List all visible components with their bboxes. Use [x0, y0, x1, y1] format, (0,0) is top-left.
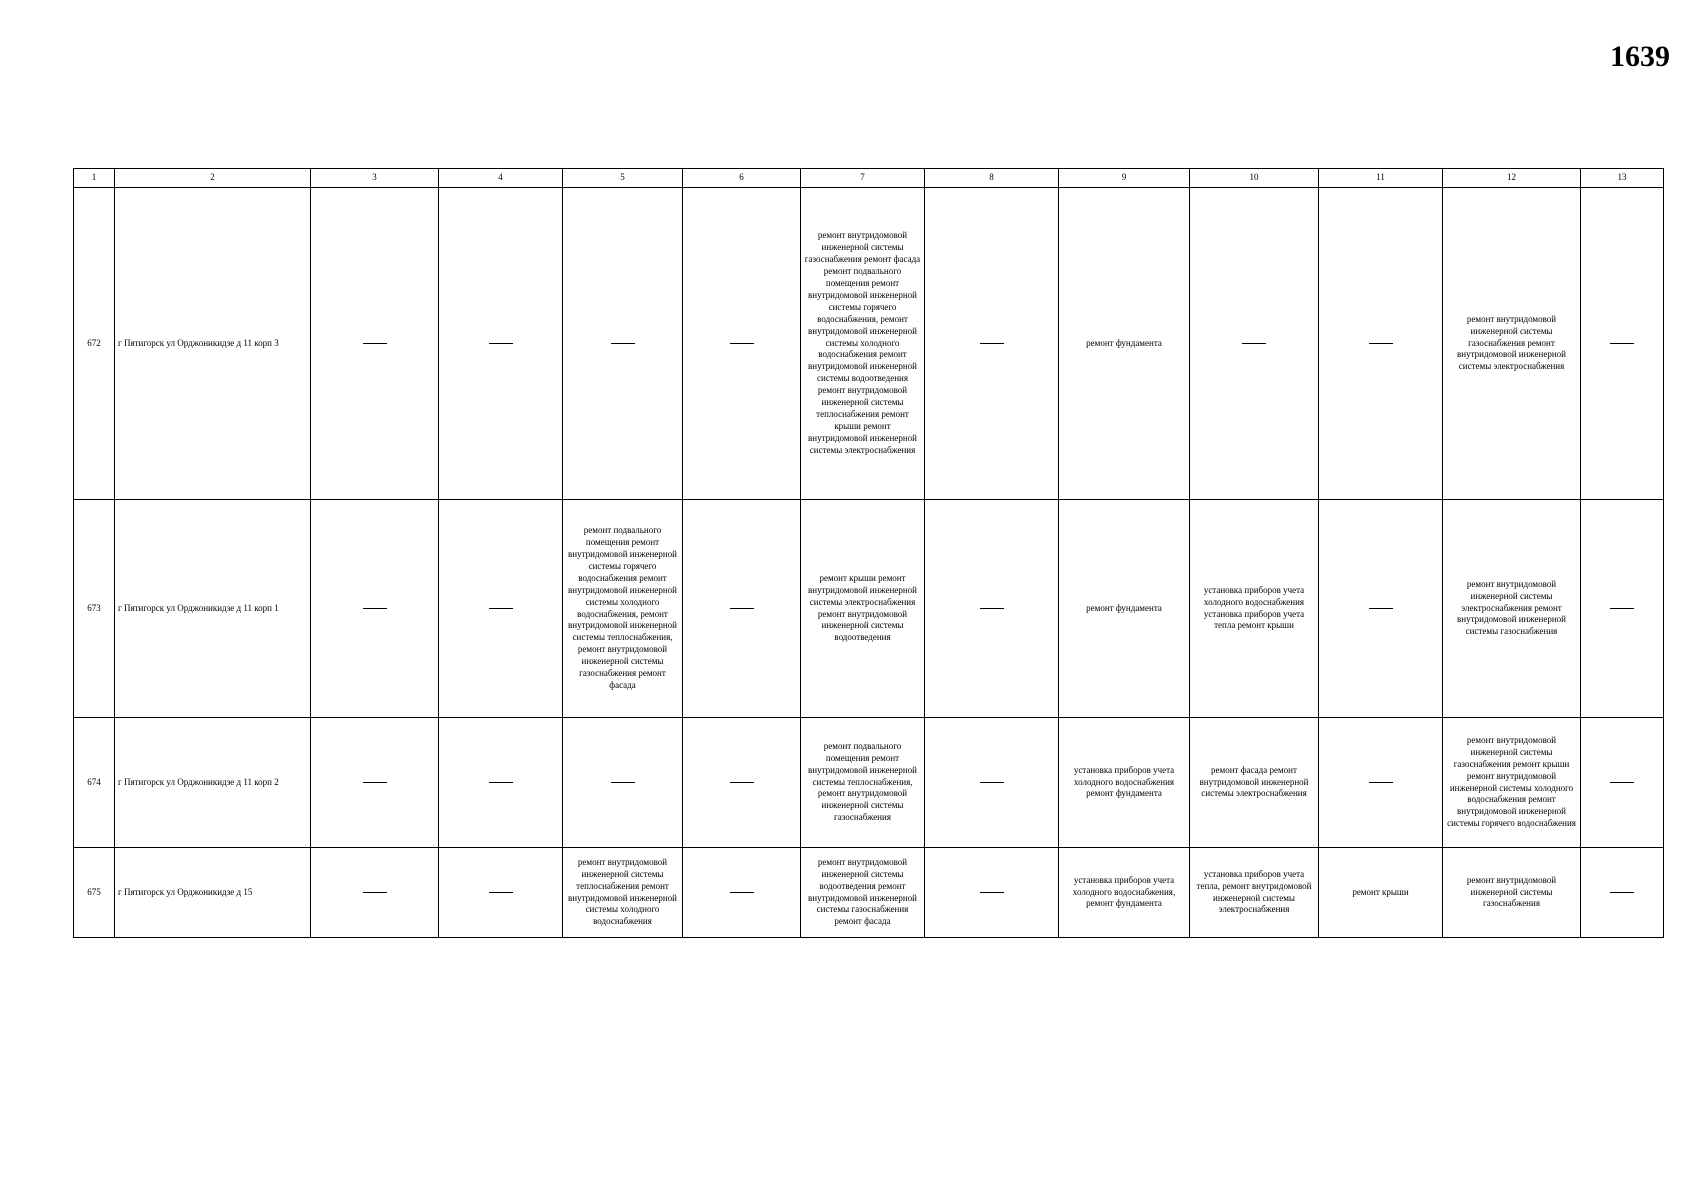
dash-cell [1319, 718, 1443, 848]
dash-cell [439, 848, 563, 938]
dash-mark [363, 608, 387, 609]
work-cell: ремонт внутридомовой инженерной системы газоснабжения ремонт внутридомовой инженерной системы электроснабжения [1443, 188, 1581, 500]
work-cell: установка приборов учета тепла, ремонт внутридомовой инженерной системы электроснабжения [1190, 848, 1319, 938]
dash-cell [311, 718, 439, 848]
dash-mark [730, 782, 754, 783]
dash-cell [311, 188, 439, 500]
dash-cell [925, 188, 1059, 500]
column-header: 10 [1190, 169, 1319, 188]
dash-mark [489, 608, 513, 609]
dash-cell [1581, 718, 1664, 848]
work-cell: ремонт внутридомовой инженерной системы газоснабжения ремонт фасада ремонт подвального помещения ремонт внутридомовой инженерной системы горячего водоснабжения, ремонт внутридомовой инженерной системы холодного водоснабжения ремонт внутридомовой инженерной системы водоотведения ремонт внутридомовой инженерной системы теплоснабжения ремонт крыши ремонт внутридомовой инженерной системы электроснабжения [801, 188, 925, 500]
table-row [74, 718, 1664, 848]
work-cell: ремонт внутридомовой инженерной системы теплоснабжения ремонт внутридомовой инженерной системы холодного водоснабжения [563, 848, 683, 938]
work-cell: установка приборов учета холодного водоснабжения ремонт фундамента [1059, 718, 1190, 848]
dash-cell [563, 188, 683, 500]
column-header: 3 [311, 169, 439, 188]
column-header: 9 [1059, 169, 1190, 188]
row-number: 672 [74, 188, 115, 500]
dash-mark [1369, 608, 1393, 609]
dash-mark [489, 892, 513, 893]
work-cell: ремонт подвального помещения ремонт внутридомовой инженерной системы горячего водоснабжения ремонт внутридомовой инженерной системы холодного водоснабжения, ремонт внутридомовой инженерной системы теплоснабжения, ремонт внутридомовой инженерной системы газоснабжения ремонт фасада [563, 500, 683, 718]
dash-mark [363, 782, 387, 783]
dash-cell [439, 500, 563, 718]
dash-mark [1242, 343, 1266, 344]
address-cell: г Пятигорск ул Орджоникидзе д 15 [115, 848, 311, 938]
row-number: 673 [74, 500, 115, 718]
work-cell: ремонт внутридомовой инженерной системы газоснабжения ремонт крыши ремонт внутридомовой инженерной системы холодного водоснабжения ремонт внутридомовой инженерной системы горячего водоснабжения [1443, 718, 1581, 848]
column-header: 4 [439, 169, 563, 188]
dash-cell [311, 500, 439, 718]
dash-mark [980, 343, 1004, 344]
dash-mark [1610, 343, 1634, 344]
column-header: 2 [115, 169, 311, 188]
work-cell: ремонт внутридомовой инженерной системы газоснабжения [1443, 848, 1581, 938]
row-number: 675 [74, 848, 115, 938]
row-number: 674 [74, 718, 115, 848]
dash-mark [730, 892, 754, 893]
dash-mark [980, 782, 1004, 783]
dash-mark [1610, 608, 1634, 609]
dash-mark [1369, 343, 1393, 344]
dash-mark [980, 892, 1004, 893]
work-cell: ремонт крыши [1319, 848, 1443, 938]
address-cell: г Пятигорск ул Орджоникидзе д 11 корп 1 [115, 500, 311, 718]
column-header: 12 [1443, 169, 1581, 188]
dash-mark [611, 343, 635, 344]
dash-cell [683, 188, 801, 500]
table-row [74, 500, 1664, 718]
dash-mark [489, 782, 513, 783]
page-number: 1639 [1610, 40, 1670, 73]
work-cell: установка приборов учета холодного водоснабжения установка приборов учета тепла ремонт крыши [1190, 500, 1319, 718]
column-header: 6 [683, 169, 801, 188]
repair-plan-table [73, 168, 1664, 938]
work-cell: ремонт внутридомовой инженерной системы водоотведения ремонт внутридомовой инженерной системы газоснабжения ремонт фасада [801, 848, 925, 938]
dash-cell [311, 848, 439, 938]
dash-cell [1581, 188, 1664, 500]
dash-mark [1369, 782, 1393, 783]
dash-cell [1190, 188, 1319, 500]
work-cell: ремонт крыши ремонт внутридомовой инженерной системы электроснабжения ремонт внутридомовой инженерной системы водоотведения [801, 500, 925, 718]
column-header: 7 [801, 169, 925, 188]
dash-cell [1581, 848, 1664, 938]
work-cell: ремонт подвального помещения ремонт внутридомовой инженерной системы теплоснабжения, ремонт внутридомовой инженерной системы газоснабжения [801, 718, 925, 848]
column-header: 1 [74, 169, 115, 188]
dash-cell [563, 718, 683, 848]
dash-cell [1319, 500, 1443, 718]
dash-mark [1610, 782, 1634, 783]
work-cell: ремонт фундамента [1059, 500, 1190, 718]
dash-cell [1581, 500, 1664, 718]
dash-cell [683, 848, 801, 938]
dash-mark [730, 343, 754, 344]
dash-mark [363, 343, 387, 344]
work-cell: установка приборов учета холодного водоснабжения, ремонт фундамента [1059, 848, 1190, 938]
dash-mark [730, 608, 754, 609]
address-cell: г Пятигорск ул Орджоникидзе д 11 корп 2 [115, 718, 311, 848]
dash-cell [439, 718, 563, 848]
column-header: 5 [563, 169, 683, 188]
dash-cell [683, 500, 801, 718]
dash-mark [980, 608, 1004, 609]
table-row [74, 188, 1664, 500]
dash-cell [925, 718, 1059, 848]
column-header: 13 [1581, 169, 1664, 188]
dash-cell [925, 500, 1059, 718]
dash-cell [683, 718, 801, 848]
dash-mark [363, 892, 387, 893]
table-row [74, 848, 1664, 938]
column-header: 11 [1319, 169, 1443, 188]
work-cell: ремонт фасада ремонт внутридомовой инженерной системы электроснабжения [1190, 718, 1319, 848]
column-header-row [74, 169, 1664, 188]
column-header: 8 [925, 169, 1059, 188]
dash-mark [489, 343, 513, 344]
work-cell: ремонт внутридомовой инженерной системы электроснабжения ремонт внутридомовой инженерной системы газоснабжения [1443, 500, 1581, 718]
address-cell: г Пятигорск ул Орджоникидзе д 11 корп 3 [115, 188, 311, 500]
dash-cell [925, 848, 1059, 938]
dash-mark [1610, 892, 1634, 893]
dash-cell [439, 188, 563, 500]
work-cell: ремонт фундамента [1059, 188, 1190, 500]
dash-cell [1319, 188, 1443, 500]
dash-mark [611, 782, 635, 783]
